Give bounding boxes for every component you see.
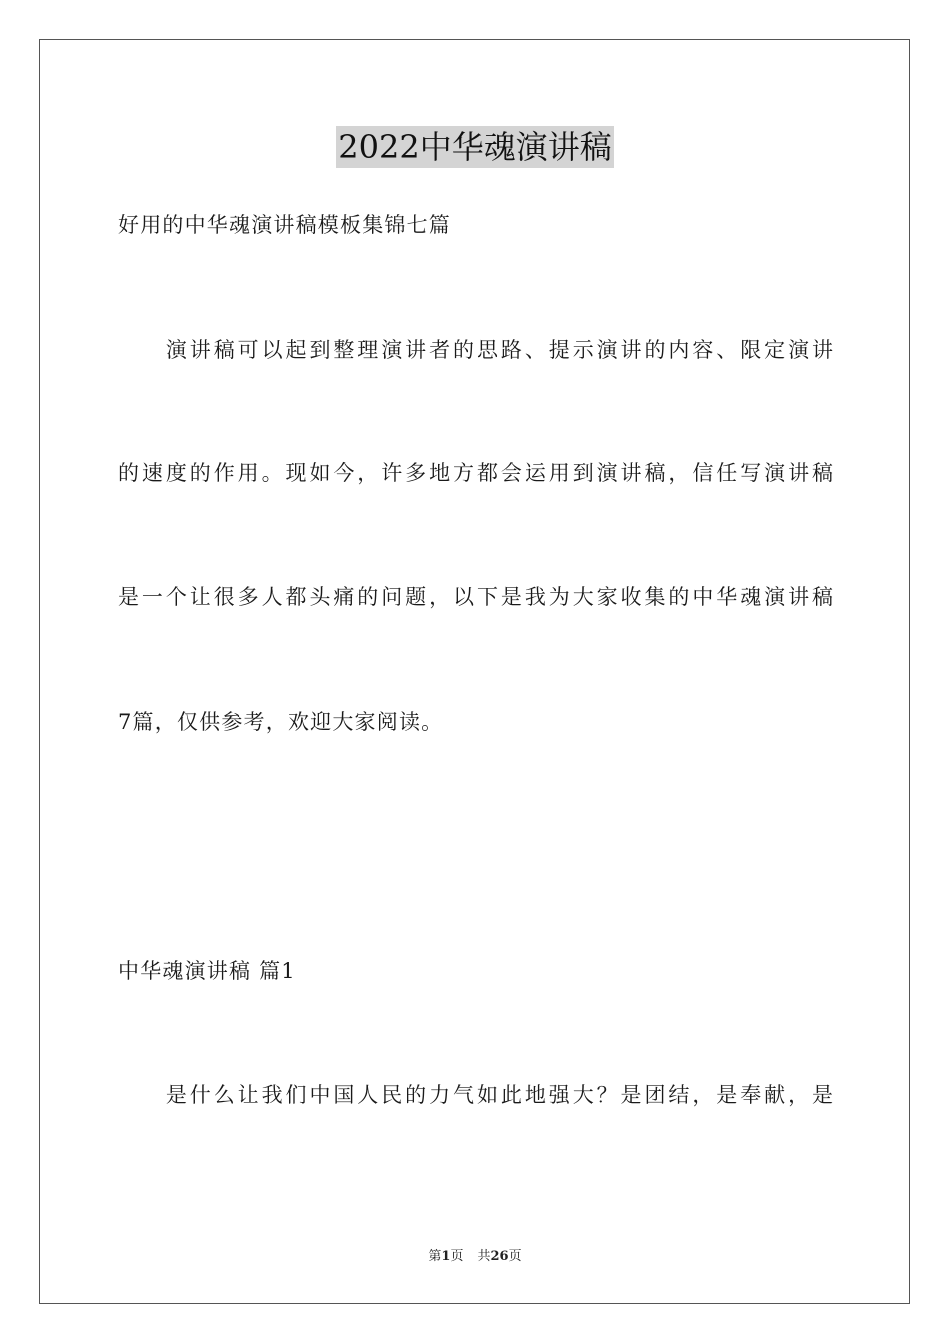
section-line-1: 是什么让我们中国人民的力气如此地强大？是团结，是奉献，是 <box>118 1083 833 1107</box>
section-heading: 中华魂演讲稿 篇1 <box>118 959 296 983</box>
intro-line-1: 演讲稿可以起到整理演讲者的思路、提示演讲的内容、限定演讲 <box>118 338 833 362</box>
footer-page-prefix: 第 <box>428 1249 442 1264</box>
footer-page-number: 1 <box>441 1249 451 1264</box>
footer-total-suffix: 页 <box>508 1249 522 1264</box>
page-footer <box>0 1248 950 1266</box>
title-container <box>0 126 950 168</box>
intro-line-3: 是一个让很多人都头痛的问题，以下是我为大家收集的中华魂演讲稿 <box>118 585 833 609</box>
document-title: 2022中华魂演讲稿 <box>338 128 612 166</box>
footer-total-prefix: 共 <box>477 1249 491 1264</box>
document-subtitle: 好用的中华魂演讲稿模板集锦七篇 <box>118 213 451 237</box>
footer-total-pages: 26 <box>490 1249 509 1264</box>
footer-page-suffix: 页 <box>450 1249 464 1264</box>
intro-line-4: 7篇，仅供参考，欢迎大家阅读。 <box>118 710 444 734</box>
intro-line-2: 的速度的作用。现如今，许多地方都会运用到演讲稿，信任写演讲稿 <box>118 461 833 485</box>
